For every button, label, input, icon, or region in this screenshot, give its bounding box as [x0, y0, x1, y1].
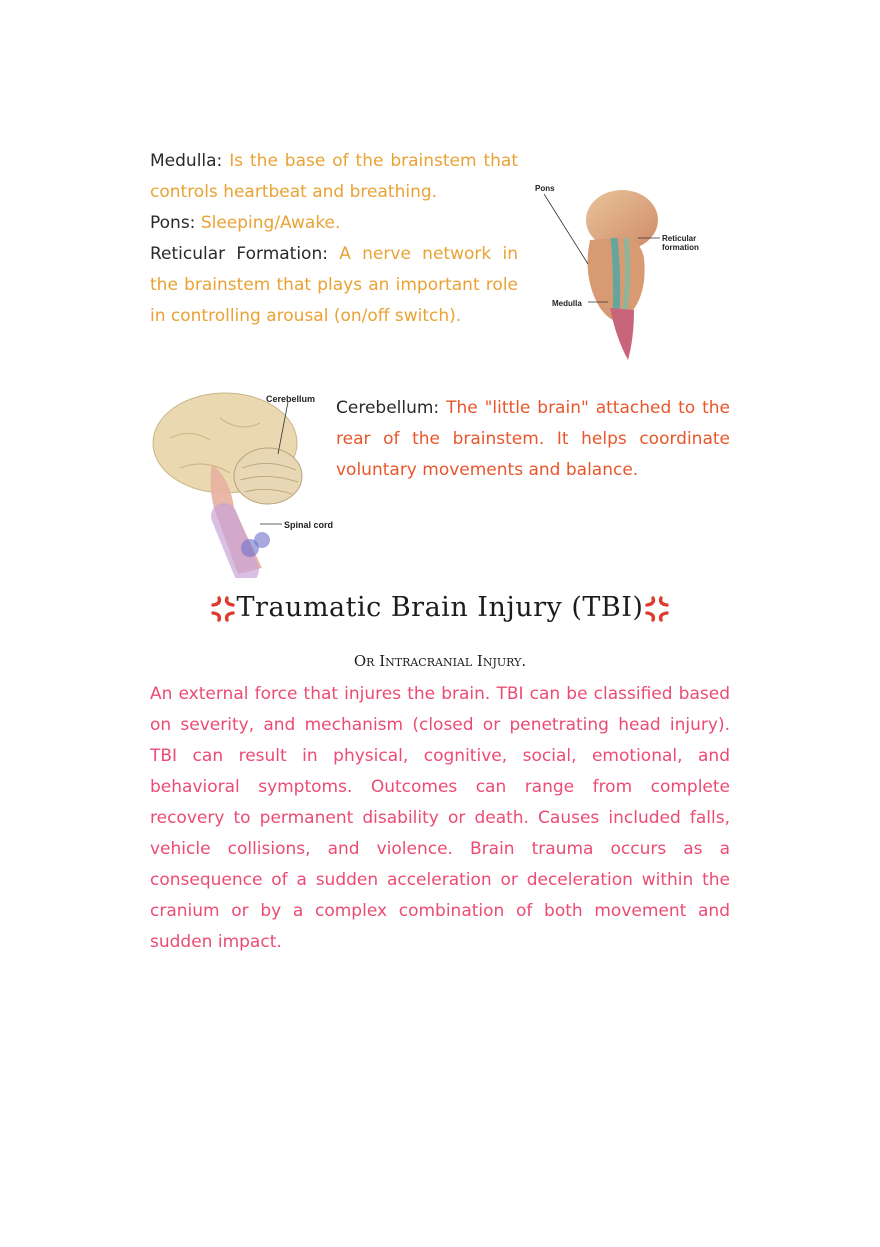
medulla-definition: Is the base of the brainstem that controls heartbeat and breathing. [150, 151, 519, 202]
cerebellum-definition-block [336, 393, 730, 486]
spinal-cord-label: Spinal cord [284, 520, 334, 530]
cerebellum-shape [234, 448, 302, 504]
tbi-title: Traumatic Brain Injury (TBI) [236, 592, 644, 623]
cerebellum-definition: The "little brain" attached to the rear of the brainstem. It helps coordinate voluntary movements and balance. [336, 398, 730, 480]
tbi-body: An external force that injures the brain. TBI can be classified based on severity, and mechanism (closed or penetrating head injury). TBI can result in physical, cognitive, social, emotional, and behavioral symptoms. Outcomes can range from complete recovery to permanent disability or death. Causes included falls, vehicle collisions, and violence. Brain trauma occurs as a consequence of a sudden acceleration or deceleration within the cranium or by a complex combination of both movement and sudden impact. [150, 684, 730, 952]
reticular-definition: A nerve network in the brainstem that plays an important role in controlling arousal (on/off switch). [150, 244, 518, 326]
reticular-term: Reticular Formation: [150, 244, 328, 264]
medulla-shape [610, 308, 634, 360]
pons-term: Pons: [150, 213, 196, 233]
pons-label: Pons [535, 184, 555, 193]
cerebellum-term: Cerebellum: [336, 398, 440, 418]
brainstem-definitions [150, 146, 518, 332]
reticular-formation-shape [614, 238, 617, 318]
brainstem-illustration [530, 178, 720, 368]
cerebellum-label: Cerebellum [266, 394, 316, 404]
reticular-label-line1: Reticular [662, 234, 697, 243]
tbi-heading [150, 592, 730, 623]
anger-symbol-icon [643, 595, 671, 623]
pons-definition: Sleeping/Awake. [200, 213, 341, 233]
tbi-subtitle: Or Intracranial Injury. [353, 652, 527, 670]
reticular-label-line2: formation [662, 243, 699, 252]
cerebellum-illustration [150, 388, 335, 578]
anger-symbol-icon [209, 595, 237, 623]
medulla-term: Medulla: [150, 151, 223, 171]
medulla-label: Medulla [552, 299, 582, 308]
